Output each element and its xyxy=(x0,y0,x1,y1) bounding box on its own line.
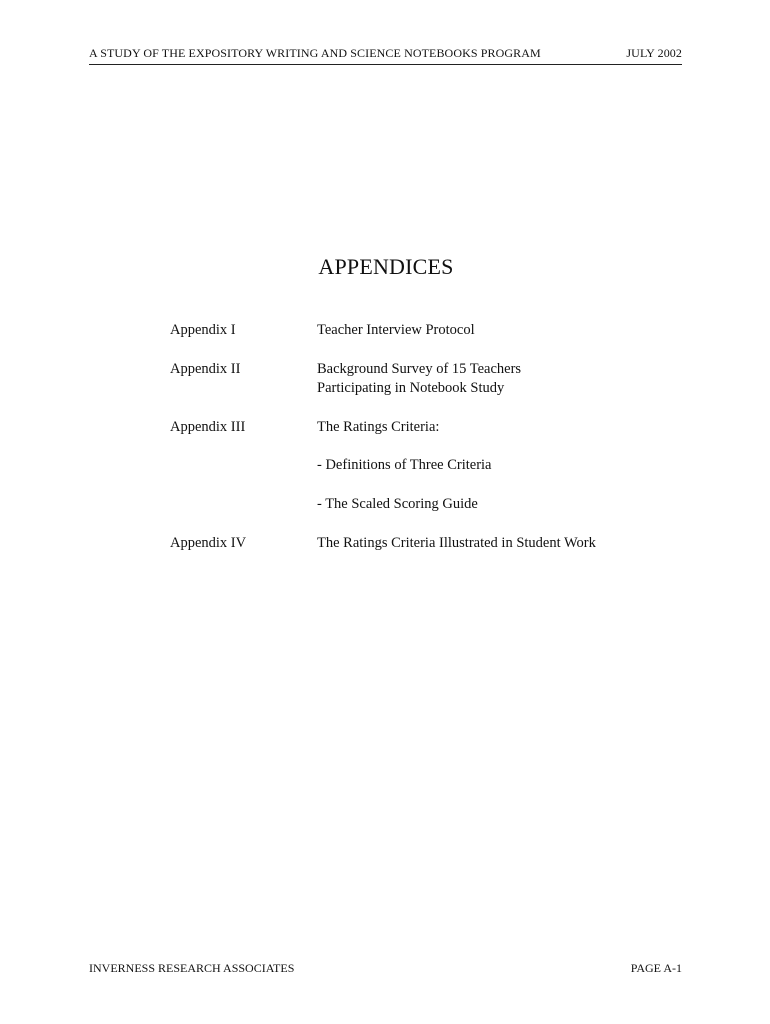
running-header xyxy=(89,44,682,65)
header-title: A STUDY OF THE EXPOSITORY WRITING AND SCIENCE NOTEBOOKS PROGRAM xyxy=(89,46,541,60)
page-title-text: APPENDICES xyxy=(318,254,454,279)
appendix-description-line-2: Participating in Notebook Study xyxy=(317,380,505,396)
appendix-label: Appendix II xyxy=(170,361,241,377)
footer-organization: INVERNESS RESEARCH ASSOCIATES xyxy=(89,961,295,975)
appendix-subitem-text: - The Scaled Scoring Guide xyxy=(317,496,478,512)
appendix-label: Appendix III xyxy=(170,419,246,435)
appendix-description: The Ratings Criteria Illustrated in Student Work xyxy=(317,535,596,551)
appendix-description: Background Survey of 15 Teachers xyxy=(317,361,522,377)
appendix-label: Appendix IV xyxy=(170,535,247,551)
appendix-description: The Ratings Criteria: xyxy=(317,419,440,435)
appendix-description: Teacher Interview Protocol xyxy=(317,322,475,338)
footer-page-number: PAGE A-1 xyxy=(630,961,682,975)
appendix-subitem-text: - Definitions of Three Criteria xyxy=(317,457,492,473)
appendix-label: Appendix I xyxy=(170,322,236,338)
page-title xyxy=(0,254,770,280)
header-date: JULY 2002 xyxy=(626,46,682,60)
